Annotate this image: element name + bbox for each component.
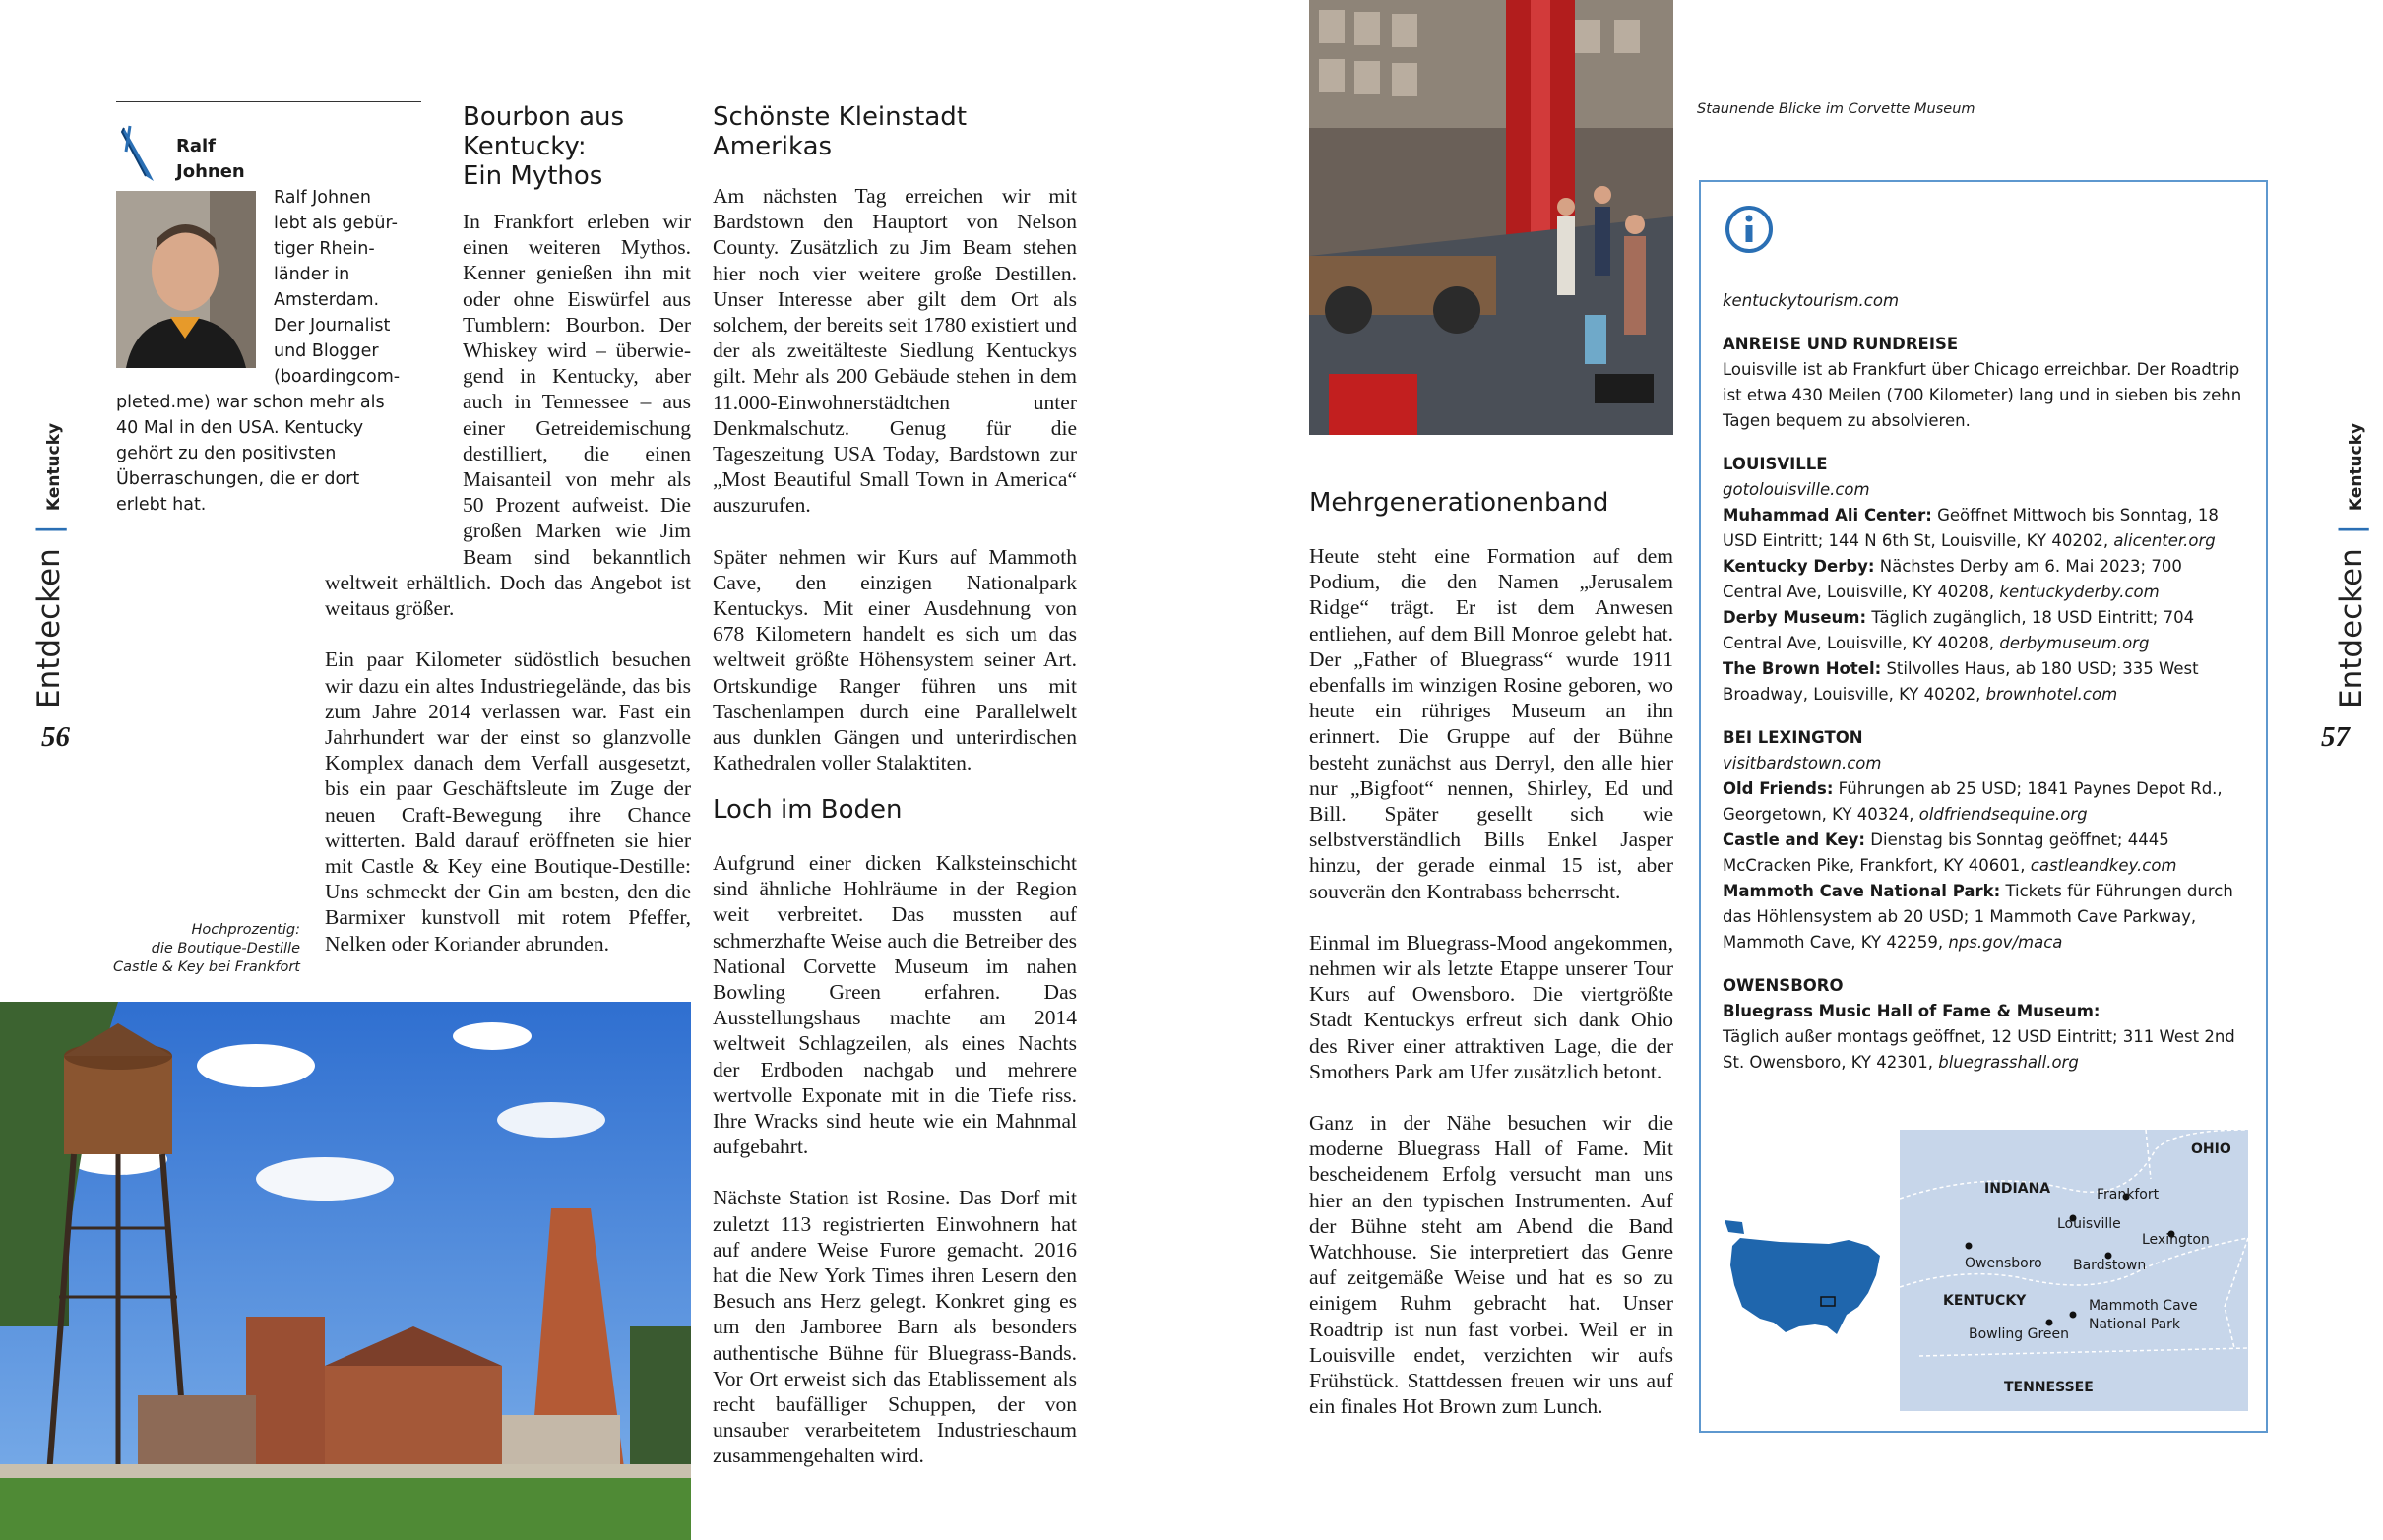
- loch-text: [713, 850, 1077, 1469]
- text-line: oder ohne Eiswürfel aus: [463, 286, 691, 311]
- entry-name: Kentucky Derby:: [1723, 557, 1875, 576]
- entry-link[interactable]: kentuckyderby.com: [1999, 583, 2160, 601]
- entry-name: Muhammad Ali Center:: [1723, 506, 1932, 524]
- bourbon-wide-text: [325, 570, 691, 956]
- entry-text: Geöffnet Mittwoch bis Sonntag, 18 USD Eintritt; 144 N 6th St, Louisville, KY 40202,: [1723, 506, 2219, 550]
- author-bio-narrow: [274, 185, 400, 390]
- kentucky-map: [1900, 1130, 2248, 1411]
- mehrgenerationen-text: [1309, 543, 1673, 1420]
- text-line: Maisanteil von mehr als: [463, 467, 691, 492]
- entry-link[interactable]: oldfriendsequine.org: [1918, 805, 2088, 824]
- entry-link[interactable]: castleandkey.com: [2030, 856, 2177, 875]
- bio-line: (boardingcom-: [274, 367, 401, 387]
- author-name: [176, 134, 245, 185]
- entry-name: Bluegrass Music Hall of Fame & Museum:: [1723, 1002, 2101, 1020]
- entry-name: Mammoth Cave National Park:: [1723, 882, 2001, 900]
- text-line: großen Marken wie Jim: [463, 519, 691, 543]
- info-entry: [1723, 656, 2246, 708]
- map-label-line: Mammoth Cave: [2089, 1298, 2198, 1314]
- entry-link[interactable]: brownhotel.com: [1985, 685, 2118, 704]
- info-icon: [1725, 205, 1774, 258]
- author-rule: [116, 101, 421, 102]
- text-line: einer Getreidemischung: [463, 415, 691, 440]
- mehrgenerationen-heading: Mehrgenerationenband: [1309, 488, 1609, 518]
- bio-line: Der Journalist: [274, 316, 391, 336]
- author-name-line2: Johnen: [176, 161, 245, 182]
- info-entry: [1723, 828, 2246, 879]
- entry-text: Täglich außer montags geöffnet, 12 USD Eintritt; 311 West 2nd St. Owensboro, KY 42301,: [1723, 1027, 2235, 1072]
- text-line: Kenner genießen ihn mit: [463, 261, 691, 285]
- paragraph: Später nehmen wir Kurs auf Mammoth Cave, den einzigen Nationalpark Kentuckys. Mit einer Ausdehnung von 678 Kilometern handelt es sich um das weltweit größte Höhensystem seiner Art. Ortskundige Ranger führen uns mit Taschenlampen durch eine Parallelwelt aus dunklen Gängen und unterirdischen Kathedralen voller Stalaktiten.: [713, 544, 1077, 775]
- bardstown-link[interactable]: visitbardstown.com: [1723, 754, 1882, 772]
- text-line: Beam sind bekanntlich: [463, 544, 691, 569]
- heading-line: Ein Mythos: [463, 161, 603, 191]
- info-entry: [1723, 605, 2246, 656]
- info-entry: [1723, 776, 2246, 828]
- info-content: [1723, 288, 2246, 1076]
- bourbon-heading: [463, 102, 624, 191]
- map-label-owensboro: Owensboro: [1965, 1256, 2042, 1271]
- entry-link[interactable]: bluegrasshall.org: [1938, 1053, 2079, 1072]
- caption-line: die Boutique-Destille: [151, 941, 300, 956]
- map-label-frankfort: Frankfort: [2097, 1187, 2160, 1202]
- entry-text: Täglich zugänglich, 18 USD Eintritt; 704 Central Ave, Louisville, KY 40208,: [1723, 608, 2195, 652]
- entry-link[interactable]: nps.gov/maca: [1948, 933, 2063, 952]
- entry-text: Tickets für Führungen durch das Höhlensystem ab 20 USD; 1 Mammoth Cave Parkway, Mammoth Cave, KY 42259,: [1723, 882, 2233, 952]
- entry-name: The Brown Hotel:: [1723, 659, 1882, 678]
- distillery-photo: [0, 1002, 691, 1540]
- info-entry: [1723, 999, 2246, 1076]
- map-label-mammoth-cave: [2089, 1297, 2198, 1334]
- entry-text: Führungen ab 25 USD; 1841 Paynes Depot Rd., Georgetown, KY 40324,: [1723, 779, 2223, 824]
- entry-link[interactable]: derbymuseum.org: [1999, 634, 2150, 652]
- section-title: BEI LEXINGTON: [1723, 728, 1863, 747]
- bio-line: Ralf Johnen: [274, 188, 371, 208]
- author-bio-rest: pleted.me) war schon mehr als 40 Mal in den USA. Kentucky gehört zu den positivsten Überraschungen, die er dort erlebt hat.: [116, 393, 385, 515]
- distillery-photo-caption: [98, 921, 300, 977]
- entry-name: Derby Museum:: [1723, 608, 1867, 627]
- paragraph: weltweit erhältlich. Doch das Angebot ist weitaus größer.: [325, 571, 691, 621]
- entry-text: Stilvolles Haus, ab 180 USD; 335 West Broadway, Louisville, KY 40202,: [1723, 659, 2199, 704]
- map-label-tennessee: TENNESSEE: [2004, 1380, 2094, 1395]
- corvette-photo-caption: Staunende Blicke im Corvette Museum: [1697, 101, 1975, 117]
- loch-heading: Loch im Boden: [713, 795, 903, 825]
- map-label-lexington: Lexington: [2142, 1232, 2210, 1248]
- paragraph: Nächste Station ist Rosine. Das Dorf mit zuletzt 113 registrierten Einwohnern hat auf andere Weise Furore gemacht. 2016 hat die New York Times ihren Lesern den Besuch ans Herz gelegt. Konkret ging es um den Jamboree Barn als besonders authentische Bühne für Bluegrass-Bands. Vor Ort erweist sich das Etablissement als recht baufälliger Schuppen, der von unsauber verarbeitetem Industrieschaum zusammengehalten wird.: [713, 1186, 1077, 1468]
- paragraph: Am nächsten Tag erreichen wir mit Bardstown den Hauptort von Nelson County. Zusätzlich zu Jim Beam stehen hier noch vier weitere große Destillen. Unser Interesse aber gilt dem Ort als solchem, der bereits seit 1780 existiert und der als zweitälteste Siedlung Kentuckys gilt. Mehr als 200 Gebäude stehen in dem 11.000-Einwohnerstädtchen unter Denkmalschutz. Genug für die Tageszeitung USA Today, Bardstown zur „Most Beautiful Small Town in America“ auszurufen.: [713, 184, 1077, 518]
- text-line: auch in Tennessee – aus: [463, 390, 691, 414]
- author-photo: [116, 191, 256, 368]
- paragraph: Ganz in der Nähe besuchen wir die moderne Bluegrass Hall of Fame. Mit bescheidenem Erfolg versucht man uns hier an den typischen Instrumenten. Auf der Bühne steht am Abend die Band Watchhouse. Sie interpretiert das Genre auf zeitgemäße Weise und hat es so zu einigem Ruhm gebracht hat. Unser Roadtrip ist nun fast vorbei. Weil er in Louisville endet, verzichten wir aufs Frühstück. Stattdessen freuen wir uns auf ein finales Hot Brown zum Lunch.: [1309, 1111, 1673, 1419]
- tourism-link[interactable]: kentuckytourism.com: [1723, 291, 1900, 310]
- text-line: In Frankfort erleben wir: [463, 210, 691, 233]
- bourbon-narrow-text: [463, 209, 691, 570]
- bio-line: lebt als gebür-: [274, 214, 398, 233]
- corvette-museum-photo: [1309, 0, 1673, 435]
- side-section-label: Entdecken: [2334, 548, 2369, 708]
- map-label-louisville: Louisville: [2057, 1216, 2121, 1232]
- section-title: LOUISVILLE: [1723, 455, 1828, 473]
- map-label-kentucky: KENTUCKY: [1943, 1293, 2027, 1309]
- entry-text: Dienstag bis Sonntag geöffnet; 4445 McCracken Pike, Frankfort, KY 40601,: [1723, 831, 2169, 875]
- info-entry: [1723, 503, 2246, 554]
- paragraph: Einmal im Bluegrass-Mood angekommen, nehmen wir als letzte Etappe unserer Tour Kurs auf Owensboro. Die viertgrößte Stadt Kentuckys erfreut sich dank Ohio des River einer attraktiven Lage, die der Smothers Park am Ufer zusätzlich betont.: [1309, 930, 1673, 1083]
- side-region-label: Kentucky: [44, 422, 64, 512]
- side-section-label: Entdecken: [31, 548, 67, 708]
- author-name-line1: Ralf: [176, 136, 217, 156]
- map-label-bowling-green: Bowling Green: [1969, 1326, 2070, 1342]
- paragraph: Aufgrund einer dicken Kalksteinschicht sind ähnliche Hohlräume in der Region weit verbreitet. Das mussten auf schmerzhafte Weise auch die Betreiber des National Corvette Museum im nahen Bowling Green erfahren. Das Ausstellungshaus machte am 2014 weltweit Schlagzeilen, als eines Nachts der Erdboden nachgab und mehrere wertvolle Exponate mit in die Tiefe riss. Ihre Wracks sind heute wie ein Mahnmal aufgebahrt.: [713, 851, 1077, 1159]
- info-entry: [1723, 554, 2246, 605]
- heading-line: Bourbon aus: [463, 102, 625, 132]
- info-entry: [1723, 879, 2246, 955]
- left-side-tab: [31, 423, 67, 708]
- text-line: destilliert, die einen: [463, 441, 691, 465]
- kleinstadt-heading: [713, 102, 967, 161]
- usa-locator-map: [1721, 1216, 1898, 1358]
- map-label-ohio: OHIO: [2191, 1141, 2231, 1157]
- side-divider: |: [31, 524, 67, 535]
- louisville-link[interactable]: gotolouisville.com: [1723, 480, 1870, 499]
- heading-line: Kentucky:: [463, 132, 587, 161]
- kleinstadt-text: [713, 183, 1077, 775]
- map-label-indiana: INDIANA: [1984, 1181, 2051, 1197]
- caption-line: Castle & Key bei Frankfort: [113, 959, 300, 975]
- section-text: Louisville ist ab Frankfurt über Chicago erreichbar. Der Roadtrip ist etwa 430 Meilen (700 Kilometer) lang und in sieben bis zehn Tagen bequem zu absolvieren.: [1723, 360, 2242, 430]
- text-line: Tumblern: Bourbon. Der: [463, 312, 691, 337]
- heading-line: Amerikas: [713, 132, 833, 161]
- page-number-left: 56: [41, 721, 70, 753]
- side-region-label: Kentucky: [2347, 422, 2366, 512]
- section-title: ANREISE UND RUNDREISE: [1723, 335, 1959, 353]
- page-number-right: 57: [2321, 721, 2350, 753]
- text-line: Whiskey wird – überwie-: [463, 339, 691, 363]
- text-line: einen weiteren Mythos.: [463, 235, 691, 260]
- right-side-tab: [2334, 423, 2369, 708]
- bio-line: tiger Rhein-: [274, 239, 375, 259]
- bio-line: länder in: [274, 265, 350, 284]
- entry-name: Castle and Key:: [1723, 831, 1866, 849]
- paragraph: Heute steht eine Formation auf dem Podium, die den Namen „Jerusalem Ridge“ trägt. Er ist dem Anwesen entliehen, auf dem Bill Monroe gelebt hat. Der „Father of Bluegrass“ wurde 1911 ebenfalls im winzigen Rosine geboren, wo heute ein rühriges Museum an ihn erinnert. Die Gruppe auf der Bühne besteht zunächst aus Derryl, den alle hier nur „Bigfoot“ nennen, Shirley, Ed und Bill. Später gesellt sich wie selbstverständlich Bills Enkel Jasper hinzu, der gerade einmal 15 ist, aber souverän den Kontrabass beherrscht.: [1309, 544, 1673, 903]
- side-divider: |: [2334, 524, 2369, 535]
- map-label-line: National Park: [2089, 1317, 2181, 1332]
- entry-name: Old Friends:: [1723, 779, 1834, 798]
- heading-line: Schönste Kleinstadt: [713, 102, 968, 132]
- bio-line: und Blogger: [274, 341, 379, 361]
- caption-line: Hochprozentig:: [191, 922, 300, 938]
- map-label-bardstown: Bardstown: [2073, 1258, 2147, 1273]
- section-title: OWENSBORO: [1723, 976, 1844, 995]
- bio-line: Amsterdam.: [274, 290, 380, 310]
- entry-link[interactable]: alicenter.org: [2113, 531, 2216, 550]
- text-line: gend in Kentucky, aber: [463, 364, 691, 389]
- pen-icon: [120, 122, 157, 187]
- paragraph: Ein paar Kilometer südöstlich besuchen wir dazu ein altes Industriegelände, das bis zum Jahre 2014 verlassen war. Fast ein Jahrhundert war der einst so glanzvolle Komplex danach dem Verfall ausgesetzt, bis ein paar Geschäftsleute im Zuge der neuen Craft-Bewegung ihre Chance witterten. Bald darauf eröffneten sie hier mit Castle & Key eine Boutique-Destille: Uns schmeckt der Gin am besten, den die Barmixer kunstvoll mit rotem Pfeffer, Nelken oder Koriander abrunden.: [325, 647, 691, 955]
- text-line: 50 Prozent aufweist. Die: [463, 493, 691, 518]
- entry-text: Nächstes Derby am 6. Mai 2023; 700 Central Ave, Louisville, KY 40208,: [1723, 557, 2182, 601]
